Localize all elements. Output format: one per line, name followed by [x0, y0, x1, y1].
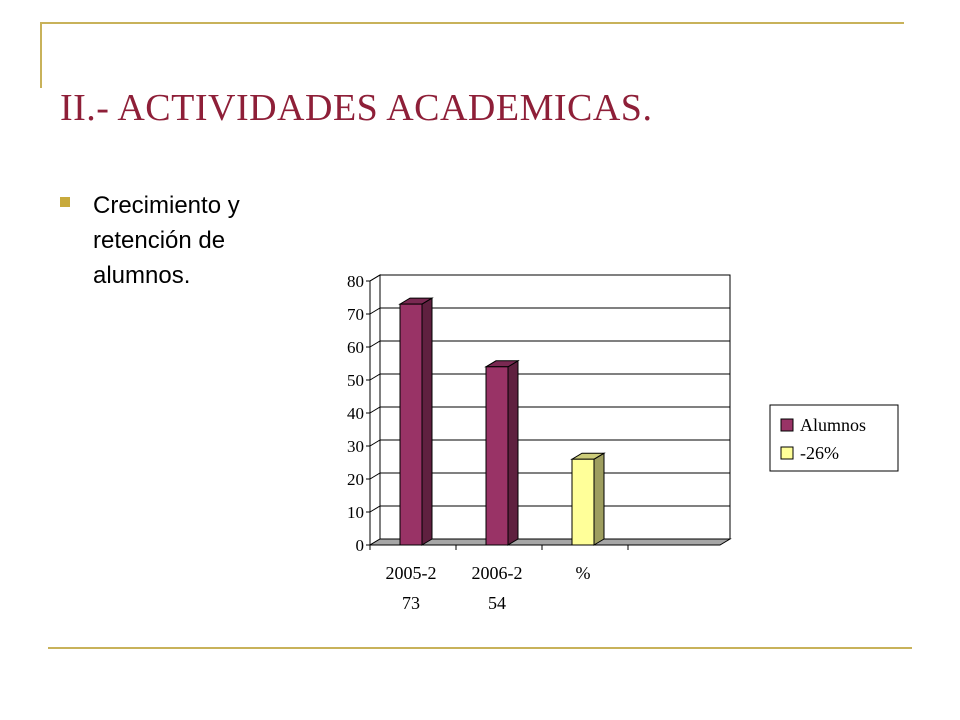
x-tick-sublabel: 54 [488, 593, 506, 613]
legend-swatch [781, 447, 793, 459]
y-tick-label: 80 [347, 272, 364, 291]
bar-1 [400, 304, 422, 545]
bullet-text: Crecimiento y retención de alumnos. [93, 192, 240, 289]
slide-title: II.- ACTIVIDADES ACADEMICAS. [60, 87, 653, 129]
bar-side [422, 298, 432, 545]
bar-3 [572, 459, 594, 545]
y-tick-label: 0 [355, 536, 364, 555]
x-tick-label: 2006-2 [471, 563, 523, 583]
bar-2 [486, 367, 508, 545]
legend-swatch [781, 419, 793, 431]
y-tick-label: 40 [347, 404, 364, 423]
y-tick-label: 70 [347, 305, 364, 324]
y-tick-label: 50 [347, 371, 364, 390]
legend-label: Alumnos [800, 415, 867, 435]
y-tick-label: 60 [347, 338, 364, 357]
legend-label: -26% [800, 443, 839, 463]
y-tick-label: 10 [347, 503, 364, 522]
bar-chart [320, 260, 900, 620]
x-tick-label: 2005-2 [385, 563, 437, 583]
y-tick-label: 20 [347, 470, 364, 489]
bullet-square-icon [60, 197, 70, 207]
x-tick-sublabel: 73 [402, 593, 420, 613]
frame-left-line [40, 22, 42, 88]
bar-side [594, 453, 604, 545]
bar-side [508, 361, 518, 545]
x-tick-label: % [575, 563, 591, 583]
frame-top-line [40, 22, 904, 24]
frame-bottom-line [48, 647, 912, 649]
y-tick-label: 30 [347, 437, 364, 456]
